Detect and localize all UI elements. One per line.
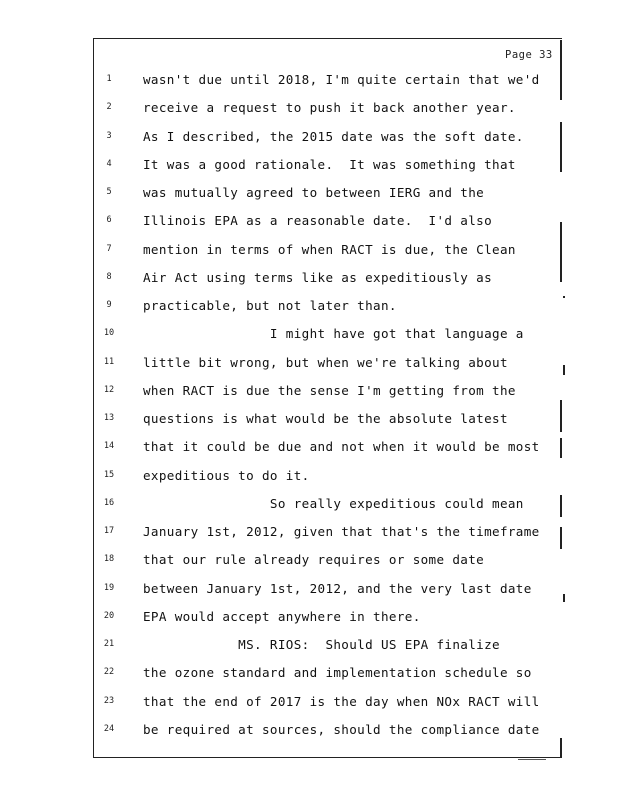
line-number: 14 xyxy=(103,441,115,452)
transcript-line xyxy=(0,722,619,742)
line-number: 17 xyxy=(103,526,115,536)
transcript-line xyxy=(0,326,619,346)
line-text: As I described, the 2015 date was the soft date. xyxy=(143,128,524,144)
line-text: expeditious to do it. xyxy=(143,467,310,483)
transcript-line xyxy=(0,665,619,685)
line-number: 3 xyxy=(106,130,112,141)
transcript-line xyxy=(0,581,619,601)
line-number: 21 xyxy=(103,639,115,649)
line-text: practicable, but not later than. xyxy=(143,298,397,313)
transcript-line xyxy=(0,298,619,318)
line-number: 16 xyxy=(103,497,115,508)
line-text: January 1st, 2012, given that that's the timeframe xyxy=(143,524,540,539)
transcript-line xyxy=(0,411,619,431)
footer-mark xyxy=(518,756,546,760)
line-number: 11 xyxy=(103,356,115,367)
line-text: receive a request to push it back another year. xyxy=(143,100,516,116)
transcript-line xyxy=(0,637,619,657)
transcript-line xyxy=(0,496,619,516)
line-number: 10 xyxy=(103,328,115,339)
transcript-line xyxy=(0,213,619,233)
line-number: 12 xyxy=(103,384,115,395)
line-text: wasn't due until 2018, I'm quite certain that we'd xyxy=(143,72,540,87)
line-text: be required at sources, should the compliance date xyxy=(143,721,540,737)
line-text: that our rule already requires or some date xyxy=(143,552,485,568)
transcript-line xyxy=(0,157,619,177)
transcript-line xyxy=(0,439,619,459)
line-text: the ozone standard and implementation schedule so xyxy=(143,665,532,681)
transcript-line xyxy=(0,468,619,488)
line-text: Air Act using terms like as expeditiously as xyxy=(143,269,493,285)
transcript-line xyxy=(0,524,619,544)
transcript-line xyxy=(0,185,619,205)
line-text: So really expeditious could mean xyxy=(143,495,524,511)
line-text: MS. RIOS: Should US EPA finalize xyxy=(143,637,500,652)
line-number: 24 xyxy=(103,723,115,734)
line-text: that the end of 2017 is the day when NOx RACT will xyxy=(143,693,540,709)
transcript-line xyxy=(0,383,619,403)
line-text: that it could be due and not when it would be most xyxy=(143,439,540,455)
line-number: 19 xyxy=(103,582,115,593)
line-number: 6 xyxy=(106,215,112,226)
line-number: 8 xyxy=(106,271,112,282)
transcript-line xyxy=(0,100,619,120)
transcript-line xyxy=(0,609,619,629)
transcript-line xyxy=(0,242,619,262)
transcript-line xyxy=(0,355,619,375)
line-number: 5 xyxy=(106,187,112,197)
line-number: 13 xyxy=(103,413,115,423)
line-number: 2 xyxy=(106,102,112,113)
transcript-line xyxy=(0,129,619,149)
line-text: Illinois EPA as a reasonable date. I'd also xyxy=(143,213,493,229)
line-number: 22 xyxy=(103,667,115,678)
line-text: EPA would accept anywhere in there. xyxy=(143,608,421,624)
line-text: I might have got that language a xyxy=(143,326,524,342)
line-text: mention in terms of when RACT is due, the Clean xyxy=(143,241,516,257)
page-number: Page 33 xyxy=(505,49,553,61)
line-number: 18 xyxy=(103,554,115,565)
line-number: 7 xyxy=(106,243,112,254)
line-text: little bit wrong, but when we're talking about xyxy=(143,354,508,370)
transcript-line xyxy=(0,270,619,290)
line-number: 20 xyxy=(103,610,115,621)
line-text: questions is what would be the absolute latest xyxy=(143,411,508,426)
line-text: It was a good rationale. It was something that xyxy=(143,156,516,172)
transcript-line xyxy=(0,694,619,714)
line-number: 1 xyxy=(106,74,112,84)
line-number: 23 xyxy=(103,695,115,706)
transcript-line xyxy=(0,72,619,92)
line-text: was mutually agreed to between IERG and the xyxy=(143,185,485,200)
transcript-line xyxy=(0,552,619,572)
line-number: 4 xyxy=(106,158,112,169)
line-number: 15 xyxy=(103,469,115,480)
line-text: when RACT is due the sense I'm getting from the xyxy=(143,382,516,398)
line-number: 9 xyxy=(106,300,112,310)
line-text: between January 1st, 2012, and the very last date xyxy=(143,580,532,596)
